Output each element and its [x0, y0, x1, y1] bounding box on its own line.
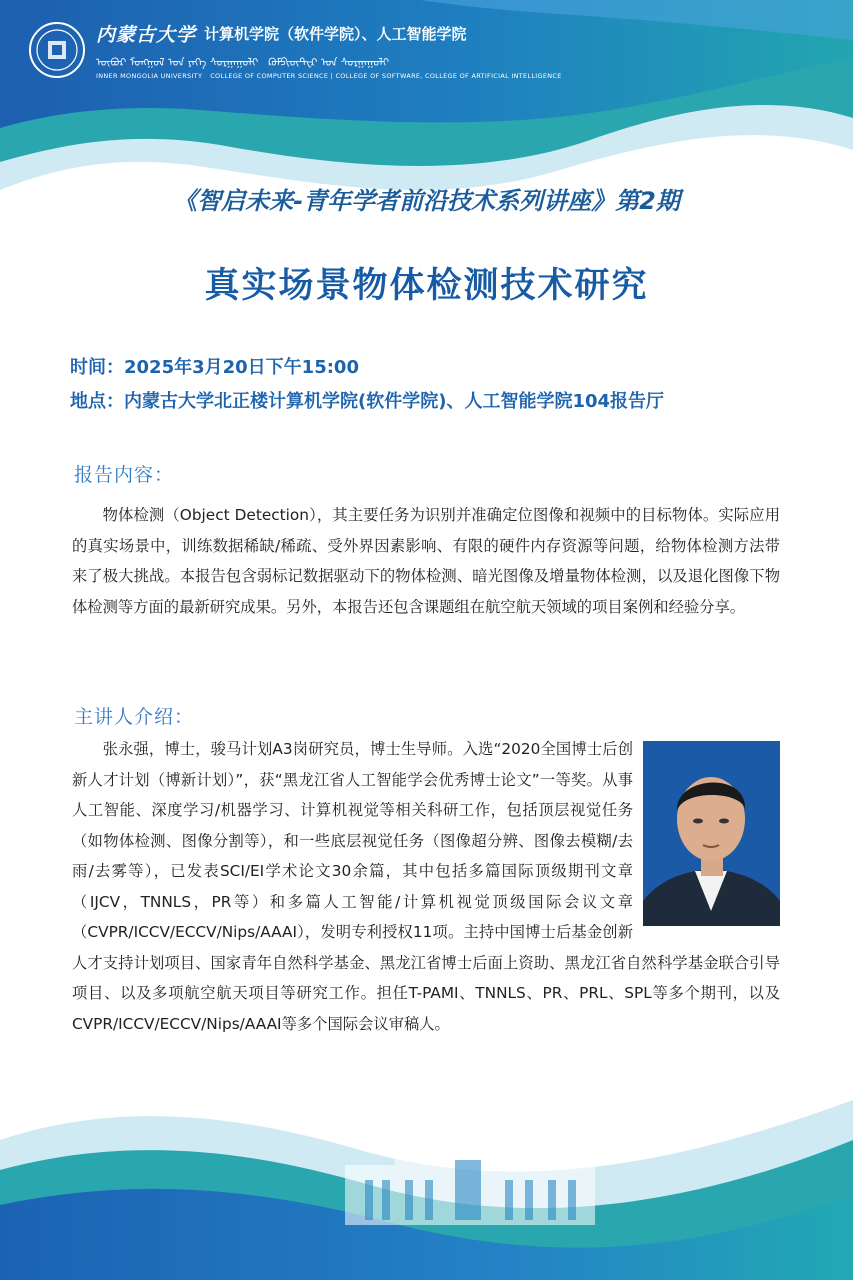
report-body — [72, 500, 780, 622]
university-name-en: INNER MONGOLIA UNIVERSITY — [96, 72, 203, 80]
university-name-cn: 内蒙古大学 — [96, 24, 197, 46]
university-name-mongolian: ᠥᠪᠦᠷ ᠮᠣᠩᠭᠣᠯ ᠤᠨ ᠶᠡᠬᠡ ᠰᠤᠷᠭᠠᠭᠤᠯᠢ — [96, 56, 259, 69]
location-label: 地点： — [70, 391, 124, 412]
speaker-heading: 主讲人介绍： — [74, 706, 195, 728]
university-seal-icon — [28, 21, 86, 79]
time-line — [70, 353, 359, 379]
location-value: 内蒙古大学北正楼计算机学院(软件学院)、人工智能学院104报告厅 — [124, 391, 665, 412]
speaker-bio — [72, 734, 780, 1039]
time-label: 时间： — [70, 357, 124, 378]
series-title: 《智启未来-青年学者前沿技术系列讲座》第2期 — [173, 187, 680, 215]
speaker-bio-text: 张永强，博士，骏马计划A3岗研究员，博士生导师。入选“2020全国博士后创新人才计划（博新计划）”，获“黑龙江省人工智能学会优秀博士论文”一等奖。从事人工智能、深度学习/机器学习、计算机视觉等相关科研工作，包括顶层视觉任务（如物体检测、图像分割等），和一些底层视觉任务（图像超分辨、图像去模糊/去雨/去雾等），已发表SCI/EI学术论文30余篇，其中包括多篇国际顶级期刊文章（IJCV，TNNLS，PR等）和多篇人工智能/计算机视觉顶级国际会议文章（CVPR/ICCV/ECCV/Nips/AAAI），发明专利授权11项。主持中国博士后基金创新人才支持计划项目、国家青年自然科学基金、黑龙江省博士后面上资助、黑龙江省自然科学基金联合引导项目、以及多项航空航天项目等研究工作。担任T-PAMI、TNNLS、PR、PRL、SPL等多个期刊，以及CVPR/ICCV/ECCV/Nips/AAAI等多个国际会议审稿人。 — [72, 740, 780, 1033]
time-value: 2025年3月20日下午15:00 — [124, 357, 359, 378]
report-text: 物体检测（Object Detection），其主要任务为识别并准确定位图像和视频中的目标物体。实际应用的真实场景中，训练数据稀缺/稀疏、受外界因素影响、有限的硬件内存资源等问题，给物体检测方法带来了极大挑战。本报告包含弱标记数据驱动下的物体检测、暗光图像及增量物体检测，以及退化图像下物体检测等方面的最新研究成果。另外，本报告还包含课题组在航空航天领域的项目案例和经验分享。 — [72, 506, 780, 616]
college-name-en: COLLEGE OF COMPUTER SCIENCE | COLLEGE OF SOFTWARE, COLLEGE OF ARTIFICIAL INTELLIGENCE — [210, 72, 562, 80]
main-title: 真实场景物体检测技术研究 — [204, 266, 649, 306]
college-name-mongolian: ᠺᠣᠮᠫᠢᠦ᠋ᠲ᠋ᠧᠷ ᠤᠨ ᠰᠤᠷᠭᠠᠭᠤᠯᠢ — [268, 56, 390, 69]
header — [28, 18, 562, 82]
college-name-cn: 计算机学院（软件学院）、人工智能学院 — [204, 25, 467, 43]
report-heading: 报告内容： — [74, 464, 175, 486]
location-line — [70, 387, 664, 413]
